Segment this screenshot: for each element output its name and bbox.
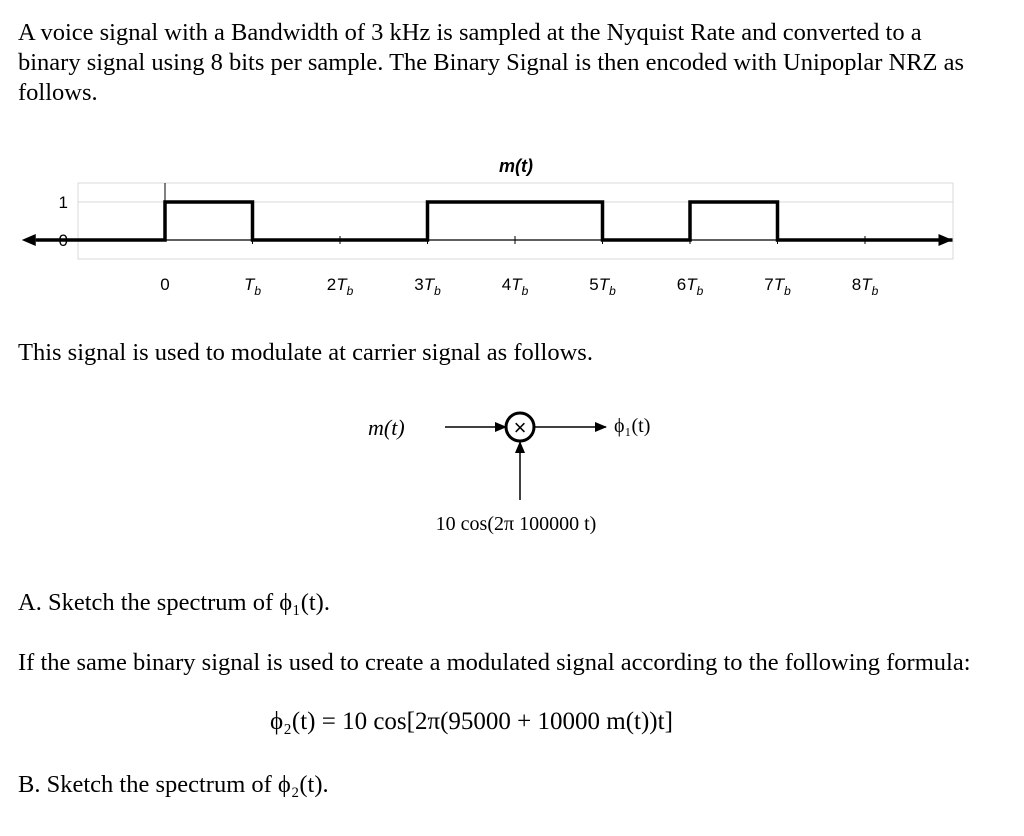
intro-line-1: A voice signal with a Bandwidth of 3 kHz is sampled at the Nyquist Rate and converted to a	[18, 19, 922, 46]
carrier-label: 10 cos(2π 100000 t)	[435, 513, 597, 535]
part-a-symbol: ϕ₁(t).	[279, 589, 330, 616]
nrz-waveform-chart	[0, 140, 1024, 310]
multiplier-icon: ×	[513, 415, 527, 440]
output-label: ϕ₁(t)	[614, 415, 651, 437]
x-tick-label: $T_b$	[243, 275, 262, 298]
y-tick-label: 1	[58, 193, 68, 212]
x-tick-label: $5T_b$	[589, 275, 616, 298]
chart-title: m(t)	[499, 156, 533, 176]
y-tick-label: 0	[58, 231, 68, 250]
part-a-text: A. Sketch the spectrum of	[18, 589, 280, 616]
x-tick-label: $8T_b$	[851, 275, 879, 298]
phi2-formula: ϕ₂(t) = 10 cos[2π(95000 + 10000 m(t))t]	[270, 708, 673, 735]
modulate-text: This signal is used to modulate at carrier signal as follows.	[18, 339, 593, 366]
modulator-block-diagram	[0, 390, 1024, 550]
intro-line-3: follows.	[18, 79, 98, 106]
x-tick-label: $4T_b$	[501, 275, 529, 298]
intro-line-2: binary signal using 8 bits per sample. The Binary Signal is then encoded with Unipoplar NRZ as	[18, 49, 965, 76]
part-b-text: B. Sketch the spectrum of	[18, 771, 278, 798]
x-tick-label: $7T_b$	[764, 275, 791, 298]
input-label: m(t)	[368, 415, 405, 440]
part-b-symbol: ϕ₂(t).	[277, 771, 329, 798]
waveform-series-m	[36, 202, 953, 240]
x-tick-label: 0	[160, 275, 170, 294]
plot-area	[78, 183, 953, 259]
part-b	[18, 770, 329, 800]
x-tick-label: $2T_b$	[326, 275, 354, 298]
x-tick-label: $6T_b$	[676, 275, 704, 298]
x-axis-left-arrowhead	[22, 234, 36, 246]
part-a	[18, 588, 330, 618]
x-tick-label: $3T_b$	[414, 275, 441, 298]
same-signal-text: If the same binary signal is used to create a modulated signal according to the following formula:	[18, 649, 971, 676]
